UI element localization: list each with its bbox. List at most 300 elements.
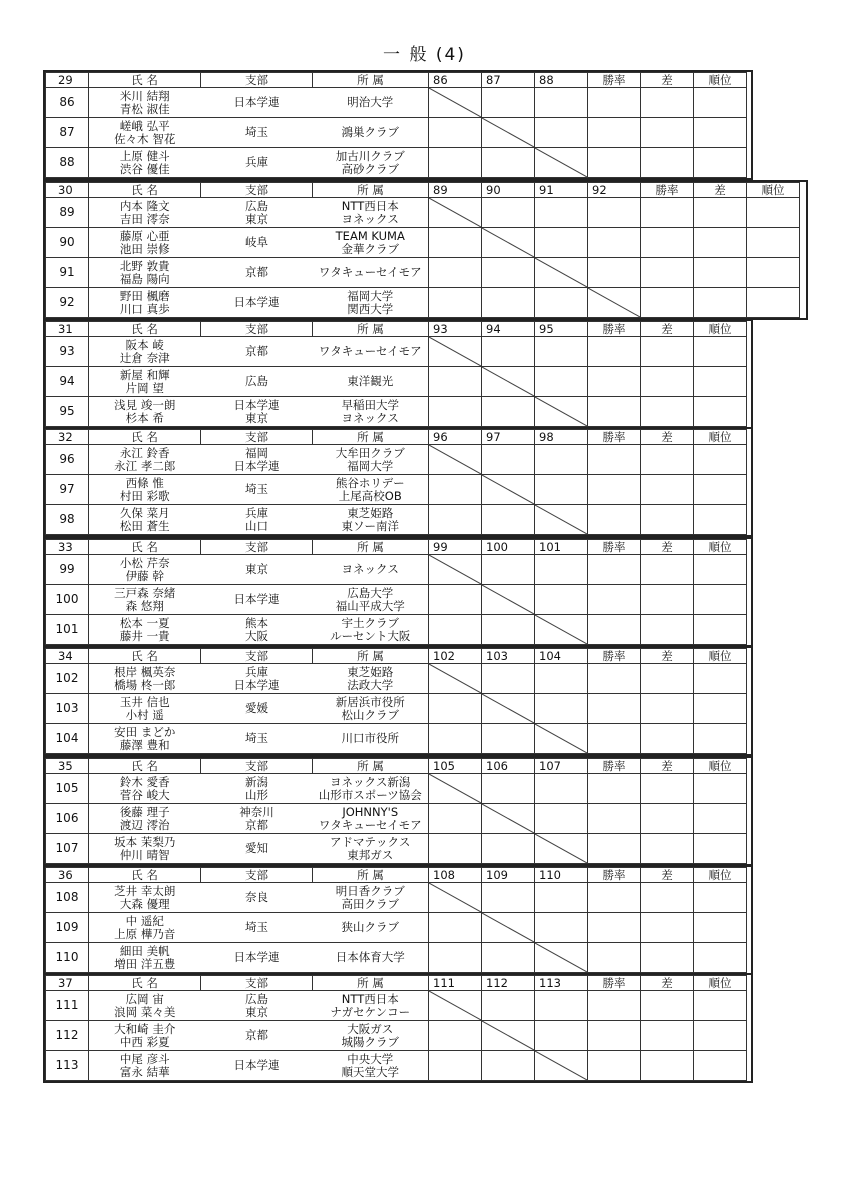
match-cell[interactable] [535,913,588,943]
match-cell[interactable] [535,445,588,475]
header-win-rate: 勝率 [588,649,641,664]
player-names [89,664,201,694]
group-number: 31 [46,322,89,337]
match-cell[interactable] [429,724,482,754]
branch-line: 東京 [245,211,268,226]
match-cell[interactable] [482,337,535,367]
self-match-cell [482,475,535,505]
match-cell[interactable] [535,118,588,148]
rank-cell[interactable] [694,883,747,913]
win-rate-cell[interactable] [588,1021,641,1051]
player-names [89,883,201,913]
player-number: 110 [46,943,89,973]
affiliation-line: ワタキューセイモア [318,817,422,832]
win-rate-cell[interactable] [588,943,641,973]
player-name-line: 安田 まどか [114,724,176,739]
match-cell[interactable] [429,505,482,535]
header-win-rate: 勝率 [588,73,641,88]
branch-line: 新潟 [245,774,268,789]
match-cell[interactable] [482,883,535,913]
win-rate-cell[interactable] [588,585,641,615]
match-cell[interactable] [482,1051,535,1081]
header-affiliation: 所 属 [313,322,429,337]
header-rank: 順位 [694,976,747,991]
header-name: 氏 名 [89,976,201,991]
header-branch: 支部 [201,649,313,664]
win-rate-cell[interactable] [588,913,641,943]
header-diff: 差 [641,322,694,337]
diagonal-line [429,88,481,117]
player-branch [201,88,313,118]
win-rate-cell[interactable] [588,834,641,864]
affiliation-line: 城陽クラブ [341,1034,399,1049]
match-cell[interactable] [535,774,588,804]
match-cell[interactable] [429,694,482,724]
header-row [46,759,747,774]
player-branch [201,445,313,475]
diagonal-line [429,883,481,912]
player-branch [201,943,313,973]
match-cell[interactable] [429,288,482,318]
header-row [46,976,747,991]
match-cell[interactable] [429,804,482,834]
win-rate-cell[interactable] [588,475,641,505]
player-number: 89 [46,198,89,228]
player-name-line: 後藤 理子 [119,804,170,819]
player-row [46,475,747,505]
rank-cell[interactable] [694,694,747,724]
player-names [89,1021,201,1051]
player-name-line: 永江 孝二郎 [114,458,176,473]
player-row [46,88,747,118]
rank-cell[interactable] [694,804,747,834]
match-cell[interactable] [482,288,535,318]
win-rate-cell[interactable] [641,258,694,288]
win-rate-cell[interactable] [588,118,641,148]
match-cell[interactable] [535,585,588,615]
diff-cell[interactable] [641,943,694,973]
diff-cell[interactable] [641,1021,694,1051]
match-cell[interactable] [482,505,535,535]
rank-cell[interactable] [694,118,747,148]
diff-cell[interactable] [641,1051,694,1081]
branch-line: 熊本 [245,615,268,630]
match-cell[interactable] [588,198,641,228]
win-rate-cell[interactable] [641,288,694,318]
player-name-line: 小村 遥 [125,707,164,722]
win-rate-cell[interactable] [588,694,641,724]
affiliation-line: 加古川クラブ [335,148,405,163]
player-name-line: 大和崎 圭介 [114,1021,176,1036]
header-row [46,649,747,664]
player-affiliation [313,724,429,754]
rank-cell[interactable] [694,774,747,804]
match-cell[interactable] [535,228,588,258]
win-rate-cell[interactable] [588,337,641,367]
branch-line: 東京 [245,562,268,576]
diff-cell[interactable] [641,615,694,645]
player-number: 113 [46,1051,89,1081]
match-cell[interactable] [535,664,588,694]
match-cell[interactable] [429,228,482,258]
diff-cell[interactable] [641,585,694,615]
match-cell[interactable] [588,258,641,288]
header-win-rate: 勝率 [588,322,641,337]
player-affiliation [313,445,429,475]
player-number: 107 [46,834,89,864]
player-name-line: 渋谷 優佳 [119,161,170,176]
header-rank: 順位 [694,322,747,337]
diagonal-line [535,943,587,972]
rank-cell[interactable] [694,475,747,505]
match-cell[interactable] [482,991,535,1021]
affiliation-line: 宇土クラブ [341,615,399,630]
match-cell[interactable] [482,774,535,804]
header-match-number: 88 [535,73,588,88]
win-rate-cell[interactable] [588,505,641,535]
rank-cell[interactable] [694,664,747,694]
player-row [46,694,747,724]
player-name-line: 上原 健斗 [119,148,170,163]
match-cell[interactable] [482,445,535,475]
header-match-number: 89 [429,183,482,198]
win-rate-cell[interactable] [641,228,694,258]
diff-cell[interactable] [641,505,694,535]
diff-cell[interactable] [641,337,694,367]
match-cell[interactable] [482,615,535,645]
player-name-line: 広岡 宙 [125,991,164,1006]
diff-cell[interactable] [641,445,694,475]
player-number: 101 [46,615,89,645]
diff-cell[interactable] [641,118,694,148]
group-block [43,973,753,1083]
match-cell[interactable] [535,991,588,1021]
affiliation-line: 広島大学 [347,585,394,600]
diff-cell[interactable] [641,88,694,118]
rank-cell[interactable] [694,834,747,864]
match-cell[interactable] [482,397,535,427]
rank-cell[interactable] [694,337,747,367]
diagonal-line [429,555,481,584]
branch-line: 日本学連 [233,592,280,606]
player-affiliation [313,148,429,178]
win-rate-cell[interactable] [588,555,641,585]
header-match-number: 103 [482,649,535,664]
header-name: 氏 名 [89,759,201,774]
player-name-line: 川口 真歩 [119,301,170,316]
win-rate-cell[interactable] [588,664,641,694]
player-branch [201,258,313,288]
match-cell[interactable] [429,585,482,615]
rank-cell[interactable] [694,505,747,535]
win-rate-cell[interactable] [588,397,641,427]
player-name-line: 小松 芹奈 [119,555,170,570]
win-rate-cell[interactable] [588,991,641,1021]
diff-cell[interactable] [641,555,694,585]
affiliation-line: 鴻巣クラブ [341,125,399,139]
player-name-line: 池田 崇修 [119,241,170,256]
header-rank: 順位 [694,540,747,555]
match-cell[interactable] [535,804,588,834]
player-branch [201,664,313,694]
diagonal-line [535,1051,587,1080]
self-match-cell [535,505,588,535]
match-cell[interactable] [482,88,535,118]
match-cell[interactable] [429,367,482,397]
diff-cell[interactable] [694,198,747,228]
diagonal-line [429,198,481,227]
match-cell[interactable] [429,148,482,178]
player-number: 94 [46,367,89,397]
branch-line: 埼玉 [245,482,268,496]
rank-cell[interactable] [694,397,747,427]
match-cell[interactable] [429,913,482,943]
self-match-cell [588,288,641,318]
match-cell[interactable] [429,1051,482,1081]
group-block [43,537,753,647]
player-branch [201,585,313,615]
header-name: 氏 名 [89,430,201,445]
diagonal-line [535,724,587,753]
self-match-cell [429,774,482,804]
match-cell[interactable] [429,118,482,148]
affiliation-line: 明日香クラブ [335,883,405,898]
group-number: 29 [46,73,89,88]
player-names [89,118,201,148]
rank-cell[interactable] [694,367,747,397]
win-rate-cell[interactable] [588,774,641,804]
diff-cell[interactable] [641,475,694,505]
diff-cell[interactable] [694,288,747,318]
rank-cell[interactable] [747,288,800,318]
diff-cell[interactable] [641,148,694,178]
header-match-number: 106 [482,759,535,774]
match-cell[interactable] [482,148,535,178]
affiliation-line: 関西大学 [347,301,394,316]
header-affiliation: 所 属 [313,976,429,991]
player-branch [201,475,313,505]
match-cell[interactable] [535,367,588,397]
match-cell[interactable] [429,475,482,505]
match-cell[interactable] [535,883,588,913]
rank-cell[interactable] [694,148,747,178]
player-names [89,475,201,505]
match-cell[interactable] [482,198,535,228]
branch-line: 広島 [245,991,268,1006]
rank-cell[interactable] [694,943,747,973]
self-match-cell [535,1051,588,1081]
player-names [89,198,201,228]
match-cell[interactable] [535,1021,588,1051]
player-affiliation [313,834,429,864]
self-match-cell [482,228,535,258]
win-rate-cell[interactable] [588,88,641,118]
header-match-number: 97 [482,430,535,445]
player-name-line: 藤澤 豊和 [119,737,170,752]
affiliation-line: 新居浜市役所 [335,694,405,709]
player-branch [201,883,313,913]
affiliation-line: ヨネックス [341,562,399,576]
match-cell[interactable] [535,555,588,585]
player-names [89,228,201,258]
header-match-number: 92 [588,183,641,198]
rank-cell[interactable] [694,585,747,615]
group-table [45,648,747,754]
affiliation-line: 金華クラブ [341,241,399,256]
player-number: 96 [46,445,89,475]
affiliation-line: ナガセケンコー [330,1004,411,1019]
diff-cell[interactable] [641,991,694,1021]
diagonal-line [482,228,534,257]
branch-line: 京都 [245,1028,268,1042]
player-names [89,585,201,615]
diagonal-line [535,615,587,644]
player-row [46,337,747,367]
self-match-cell [429,445,482,475]
match-cell[interactable] [588,228,641,258]
header-win-rate: 勝率 [588,868,641,883]
header-row [46,322,747,337]
match-cell[interactable] [429,258,482,288]
rank-cell[interactable] [747,258,800,288]
header-win-rate: 勝率 [588,430,641,445]
header-match-number: 95 [535,322,588,337]
rank-cell[interactable] [694,88,747,118]
diff-cell[interactable] [641,397,694,427]
header-match-number: 105 [429,759,482,774]
player-branch [201,694,313,724]
win-rate-cell[interactable] [588,367,641,397]
win-rate-cell[interactable] [641,198,694,228]
diagonal-line [535,258,587,287]
win-rate-cell[interactable] [588,445,641,475]
rank-cell[interactable] [694,615,747,645]
win-rate-cell[interactable] [588,148,641,178]
match-cell[interactable] [535,288,588,318]
player-names [89,555,201,585]
affiliation-line: 高田クラブ [341,896,399,911]
player-names [89,148,201,178]
diff-cell[interactable] [641,834,694,864]
diff-cell[interactable] [694,228,747,258]
player-row [46,445,747,475]
branch-line: 東京 [245,410,268,425]
diff-cell[interactable] [641,664,694,694]
player-affiliation [313,913,429,943]
match-cell[interactable] [535,694,588,724]
rank-cell[interactable] [747,198,800,228]
group-table [45,429,747,535]
affiliation-line: 東洋観光 [347,374,394,388]
header-name: 氏 名 [89,73,201,88]
win-rate-cell[interactable] [588,724,641,754]
header-branch: 支部 [201,183,313,198]
rank-cell[interactable] [694,724,747,754]
diff-cell[interactable] [641,804,694,834]
rank-cell[interactable] [694,555,747,585]
match-cell[interactable] [429,615,482,645]
page-title: 一 般 (4) [383,45,466,65]
affiliation-line: ヨネックス新潟 [330,774,411,789]
player-row [46,118,747,148]
affiliation-line: 松山クラブ [341,707,399,722]
match-cell[interactable] [482,943,535,973]
match-cell[interactable] [429,1021,482,1051]
match-cell[interactable] [482,258,535,288]
match-cell[interactable] [535,198,588,228]
branch-line: 岐阜 [245,235,268,249]
rank-cell[interactable] [694,1051,747,1081]
player-affiliation [313,475,429,505]
match-cell[interactable] [535,475,588,505]
rank-cell[interactable] [694,991,747,1021]
match-cell[interactable] [482,664,535,694]
diff-cell[interactable] [641,913,694,943]
diff-cell[interactable] [694,258,747,288]
win-rate-cell[interactable] [588,615,641,645]
player-affiliation [313,367,429,397]
group-block [43,646,753,756]
diff-cell[interactable] [641,694,694,724]
diff-cell[interactable] [641,883,694,913]
self-match-cell [535,943,588,973]
rank-cell[interactable] [694,445,747,475]
header-diff: 差 [641,868,694,883]
branch-line: 埼玉 [245,125,268,139]
match-cell[interactable] [482,555,535,585]
match-cell[interactable] [535,337,588,367]
win-rate-cell[interactable] [588,804,641,834]
diff-cell[interactable] [641,367,694,397]
header-match-number: 98 [535,430,588,445]
match-cell[interactable] [482,724,535,754]
player-name-line: 増田 洋五豊 [114,956,176,971]
match-cell[interactable] [482,834,535,864]
header-match-number: 111 [429,976,482,991]
rank-cell[interactable] [747,228,800,258]
match-cell[interactable] [535,88,588,118]
match-cell[interactable] [429,834,482,864]
match-cell[interactable] [429,943,482,973]
player-name-line: 大森 優理 [119,896,170,911]
player-name-line: 松田 蒼生 [119,518,170,533]
diff-cell[interactable] [641,774,694,804]
header-match-number: 107 [535,759,588,774]
rank-cell[interactable] [694,913,747,943]
player-name-line: 森 悠翔 [125,598,164,613]
player-name-line: 松本 一夏 [119,615,170,630]
win-rate-cell[interactable] [588,883,641,913]
self-match-cell [429,883,482,913]
header-branch: 支部 [201,976,313,991]
player-number: 90 [46,228,89,258]
player-name-line: 野田 楓磨 [119,288,170,303]
affiliation-line: 大阪ガス [347,1021,394,1036]
player-name-line: 玉井 信也 [119,694,170,709]
player-name-line: 仲川 晴智 [119,847,170,862]
group-number: 33 [46,540,89,555]
header-match-number: 91 [535,183,588,198]
match-cell[interactable] [429,397,482,427]
self-match-cell [482,804,535,834]
win-rate-cell[interactable] [588,1051,641,1081]
group-block [43,180,808,320]
player-row [46,555,747,585]
diff-cell[interactable] [641,724,694,754]
rank-cell[interactable] [694,1021,747,1051]
player-names [89,943,201,973]
header-row [46,183,800,198]
